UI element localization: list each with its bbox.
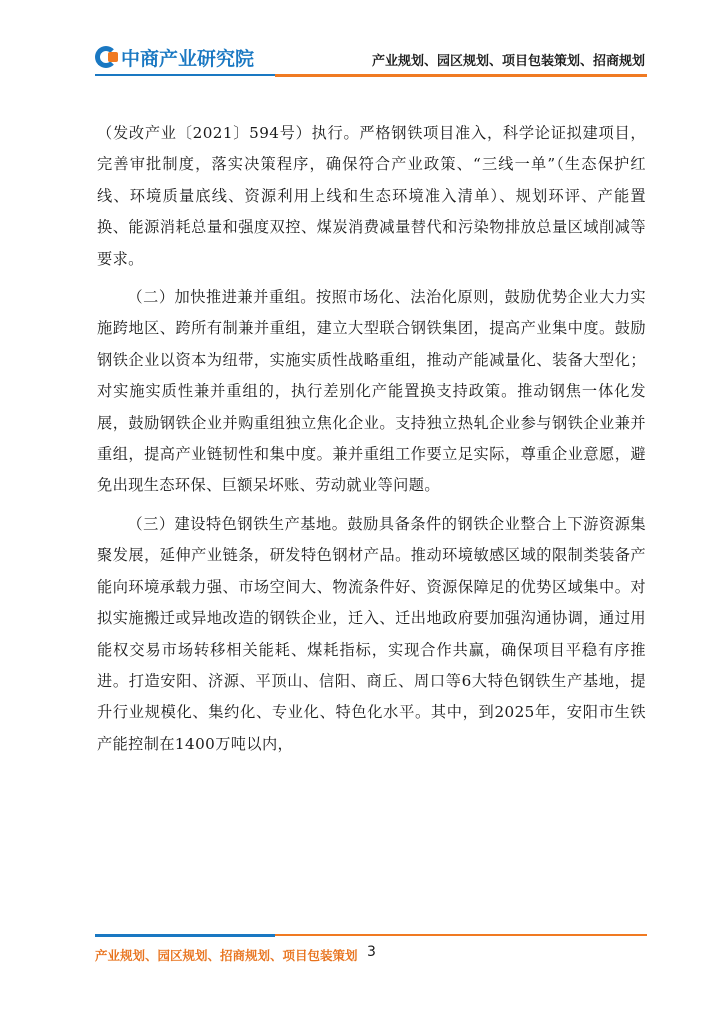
paragraph-steel-production-bases: （三）建设特色钢铁生产基地。鼓励具备条件的钢铁企业整合上下游资源集聚发展，延伸产业链条，研发特色钢材产品。推动环境敏感区域的限制类装备产能向环境承载力强、市场空间大、物流条件好、资源保障足的优势区域集中。对拟实施搬迁或异地改造的钢铁企业，迁入、迁出地政府要加强沟通协调，通过用能权交易市场转移相关能耗、煤耗指标，实现合作共赢，确保项目平稳有序推进。打造安阳、济源、平顶山、信阳、商丘、周口等6大特色钢铁生产基地，提升行业规模化、集约化、专业化、特色化水平。其中，到2025年，安阳市生铁产能控制在1400万吨以内，: [97, 514, 646, 753]
company-logo: [95, 44, 254, 70]
footer-tagline: 产业规划、园区规划、招商规划、项目包装策划: [95, 948, 358, 963]
logo-icon: [95, 46, 117, 68]
page-number: 3: [367, 944, 376, 960]
header-tagline: 产业规划、园区规划、项目包装策划、招商规划: [371, 54, 645, 69]
paragraph-merger-restructuring: （二）加快推进兼并重组。按照市场化、法治化原则，鼓励优势企业大力实施跨地区、跨所有制兼并重组，建立大型联合钢铁集团，提高产业集中度。鼓励钢铁企业以资本为纽带，实施实质性战略重组，推动产能减量化、装备大型化；对实施实质性兼并重组的，执行差别化产能置换支持政策。推动钢焦一体化发展，鼓励钢铁企业并购重组独立焦化企业。支持独立热轧企业参与钢铁企业兼并重组，提高产业链韧性和集中度。兼并重组工作要立足实际，尊重企业意愿，避免出现生态环保、巨额呆坏账、劳动就业等问题。: [97, 288, 646, 495]
paragraph-continuation: （发改产业〔2021〕594号）执行。严格钢铁项目准入，科学论证拟建项目，完善审批制度，落实决策程序，确保符合产业政策、“三线一单”（生态保护红线、环境质量底线、资源利用上线和生态环境准入清单）、规划环评、产能置换、能源消耗总量和强度双控、煤炭消费减量替代和污染物排放总量区域削减等要求。: [97, 124, 646, 268]
footer-divider-orange: [275, 934, 647, 936]
logo-text: 中商产业研究院: [121, 47, 255, 70]
document-body: [97, 118, 646, 760]
header-divider-orange: [275, 74, 647, 77]
footer-divider-blue: [95, 934, 275, 937]
header-divider-blue: [95, 74, 275, 76]
